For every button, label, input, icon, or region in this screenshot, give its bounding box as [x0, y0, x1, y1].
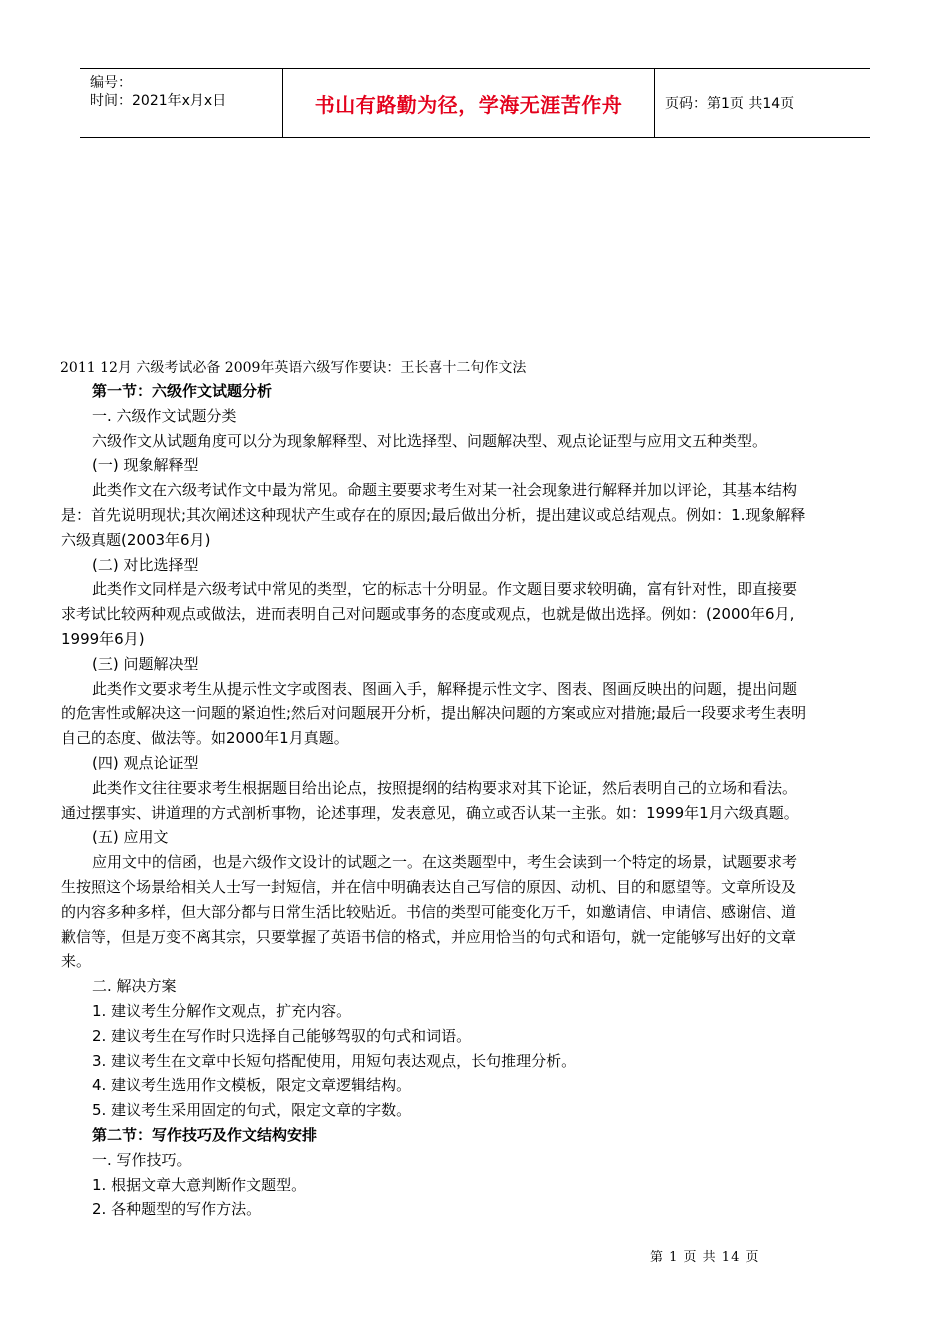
document-body [60, 357, 900, 1222]
paragraph-line: 的危害性或解决这一问题的紧迫性;然后对问题展开分析，提出解决问题的方案或应对措施;最后一段要求考生表明 [61, 704, 807, 723]
type-heading-3: (三) 问题解决型 [92, 654, 199, 673]
paragraph-line: 此类作文往往要求考生根据题目给出论点，按照提纲的结构要求对其下论证，然后表明自己的立场和看法。 [92, 778, 798, 797]
paragraph-line: 的内容多种多样，但大部分都与日常生活比较贴近。书信的类型可能变化万千，如邀请信、申请信、感谢信、道 [61, 902, 797, 921]
header-meta-cell [80, 69, 283, 137]
subsection-heading: 一. 写作技巧。 [92, 1150, 192, 1169]
type-heading-2: (二) 对比选择型 [92, 555, 199, 574]
paragraph-line: 生按照这个场景给相关人士写一封短信，并在信中明确表达自己写信的原因、动机、目的和愿望等。文章所设及 [61, 877, 797, 896]
type-heading-4: (四) 观点论证型 [92, 753, 199, 772]
subsection-heading: 二. 解决方案 [92, 977, 177, 996]
date-label: 时间：2021年x月x日 [90, 93, 227, 109]
paragraph-line: 1999年6月) [61, 629, 145, 648]
paragraph-line: 六级真题(2003年6月) [61, 530, 211, 549]
paragraph-line: 此类作文在六级考试作文中最为常见。命题主要要求考生对某一社会现象进行解释并加以评论，其基本结构 [92, 481, 798, 500]
paragraph-line: 此类作文同样是六级考试中常见的类型，它的标志十分明显。作文题目要求较明确，富有针对性，即直接要 [92, 580, 798, 599]
number-label: 编号： [90, 75, 132, 91]
list-item: 2. 建议考生在写作时只选择自己能够驾驭的句式和词语。 [92, 1026, 472, 1045]
paragraph-line: 来。 [61, 952, 92, 971]
paragraph-line: 自己的态度、做法等。如2000年1月真题。 [61, 729, 349, 748]
section-1-title: 第一节：六级作文试题分析 [92, 382, 273, 400]
paragraph-line: 此类作文要求考生从提示性文字或图表、图画入手，解释提示性文字、图表、图画反映出的问题，提出问题 [92, 679, 798, 698]
paragraph-line: 歉信等，但是万变不离其宗，只要掌握了英语书信的格式，并应用恰当的句式和语句，就一定能够写出好的文章 [61, 927, 797, 946]
doc-title: 2011 12月 六级考试必备 2009年英语六级写作要诀：王长喜十二句作文法 [60, 360, 527, 376]
subsection-heading: 一. 六级作文试题分类 [92, 406, 237, 425]
header-motto-cell [283, 69, 655, 137]
type-heading-1: (一) 现象解释型 [92, 456, 199, 475]
page-info: 页码：第1页 共14页 [665, 96, 795, 112]
list-item: 1. 建议考生分解作文观点，扩充内容。 [92, 1001, 352, 1020]
paragraph-line: 求考试比较两种观点或做法，进而表明自己对问题或事务的态度或观点，也就是做出选择。例如：(2000年6月, [61, 605, 795, 624]
motto: 书山有路勤为径，学海无涯苦作舟 [314, 92, 623, 117]
document-header [80, 68, 870, 138]
paragraph-line: 六级作文从试题角度可以分为现象解释型、对比选择型、问题解决型、观点论证型与应用文五种类型。 [92, 431, 768, 450]
list-item: 4. 建议考生选用作文模板，限定文章逻辑结构。 [92, 1076, 412, 1095]
page-footer: 第 1 页 共 14 页 [650, 1250, 760, 1265]
list-item: 5. 建议考生采用固定的句式，限定文章的字数。 [92, 1101, 412, 1120]
paragraph-line: 通过摆事实、讲道理的方式剖析事物，论述事理，发表意见，确立或否认某一主张。如：1999年1月六级真题。 [61, 803, 799, 822]
section-2-title: 第二节：写作技巧及作文结构安排 [92, 1125, 318, 1144]
paragraph-line: 是：首先说明现状;其次阐述这种现状产生或存在的原因;最后做出分析，提出建议或总结观点。例如：1.现象解释 [61, 505, 806, 524]
list-item: 1. 根据文章大意判断作文题型。 [92, 1175, 307, 1194]
paragraph-line: 应用文中的信函，也是六级作文设计的试题之一。在这类题型中，考生会读到一个特定的场景，试题要求考 [92, 853, 798, 872]
list-item: 3. 建议考生在文章中长短句搭配使用，用短句表达观点，长句推理分析。 [92, 1051, 577, 1070]
list-item: 2. 各种题型的写作方法。 [92, 1200, 262, 1219]
type-heading-5: (五) 应用文 [92, 828, 169, 847]
